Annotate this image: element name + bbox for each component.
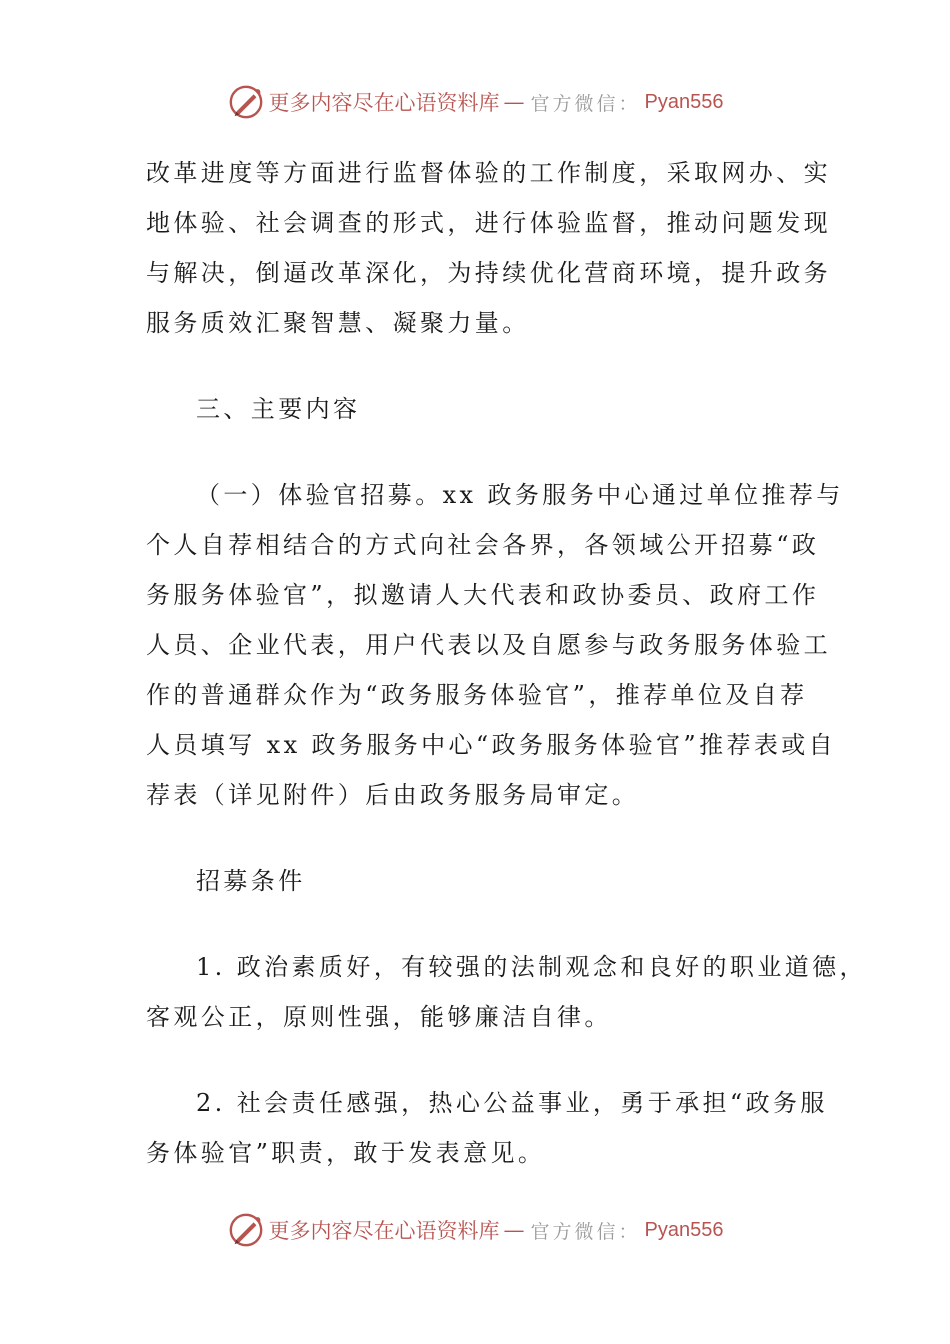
text-line: 务服务体验官”，拟邀请人大代表和政协委员、政府工作 — [146, 581, 820, 609]
text-line: 1. 政治素质好，有较强的法制观念和良好的职业道德， — [196, 953, 867, 981]
footer-banner — [0, 1208, 950, 1252]
text-line: 务体验官”职责，敢于发表意见。 — [146, 1139, 546, 1167]
pen-logo-icon — [227, 83, 265, 121]
header-wechat-id: Pyan556 — [644, 90, 724, 113]
document-body — [146, 148, 867, 1178]
header-dash: — — [503, 90, 525, 114]
footer-banner-inner — [227, 1211, 724, 1249]
section-heading: 三、主要内容 — [196, 395, 361, 423]
condition-2-paragraph — [146, 1078, 828, 1178]
text-line: 改革进度等方面进行监督体验的工作制度，采取网办、实 — [146, 159, 831, 187]
conditions-heading-paragraph — [146, 856, 806, 906]
footer-wechat-id: Pyan556 — [644, 1218, 724, 1241]
text-line: 荐表（详见附件）后由政务服务局审定。 — [146, 781, 640, 809]
footer-site-text: 更多内容尽在心语资料库 — [268, 1219, 500, 1243]
header-banner-inner — [227, 83, 724, 121]
header-banner — [0, 80, 950, 124]
header-site-text: 更多内容尽在心语资料库 — [268, 91, 500, 115]
header-wechat-label: 官方微信： — [530, 92, 641, 115]
text-line: 2. 社会责任感强，热心公益事业，勇于承担“政务服 — [196, 1089, 828, 1117]
intro-paragraph — [146, 148, 831, 348]
text-line: （一）体验官招募。xx 政务服务中心通过单位推荐与 — [196, 481, 844, 509]
text-line: 人员、企业代表，用户代表以及自愿参与政务服务体验工 — [146, 631, 831, 659]
condition-1-paragraph — [146, 942, 867, 1042]
conditions-heading: 招募条件 — [196, 867, 306, 895]
subsection-paragraph — [146, 470, 844, 820]
text-line: 地体验、社会调查的形式，进行体验监督，推动问题发现 — [146, 209, 831, 237]
text-line: 个人自荐相结合的方式向社会各界，各领域公开招募“政 — [146, 531, 820, 559]
text-line: 作的普通群众作为“政务服务体验官”，推荐单位及自荐 — [146, 681, 808, 709]
text-line: 人员填写 xx 政务服务中心“政务服务体验官”推荐表或自 — [146, 731, 837, 759]
text-line: 服务质效汇聚智慧、凝聚力量。 — [146, 309, 530, 337]
text-line: 客观公正，原则性强，能够廉洁自律。 — [146, 1003, 612, 1031]
text-line: 与解决，倒逼改革深化，为持续优化营商环境，提升政务 — [146, 259, 831, 287]
section-heading-paragraph — [146, 384, 806, 434]
footer-dash: — — [503, 1218, 525, 1242]
pen-logo-icon — [227, 1211, 265, 1249]
footer-wechat-label: 官方微信： — [530, 1220, 641, 1243]
